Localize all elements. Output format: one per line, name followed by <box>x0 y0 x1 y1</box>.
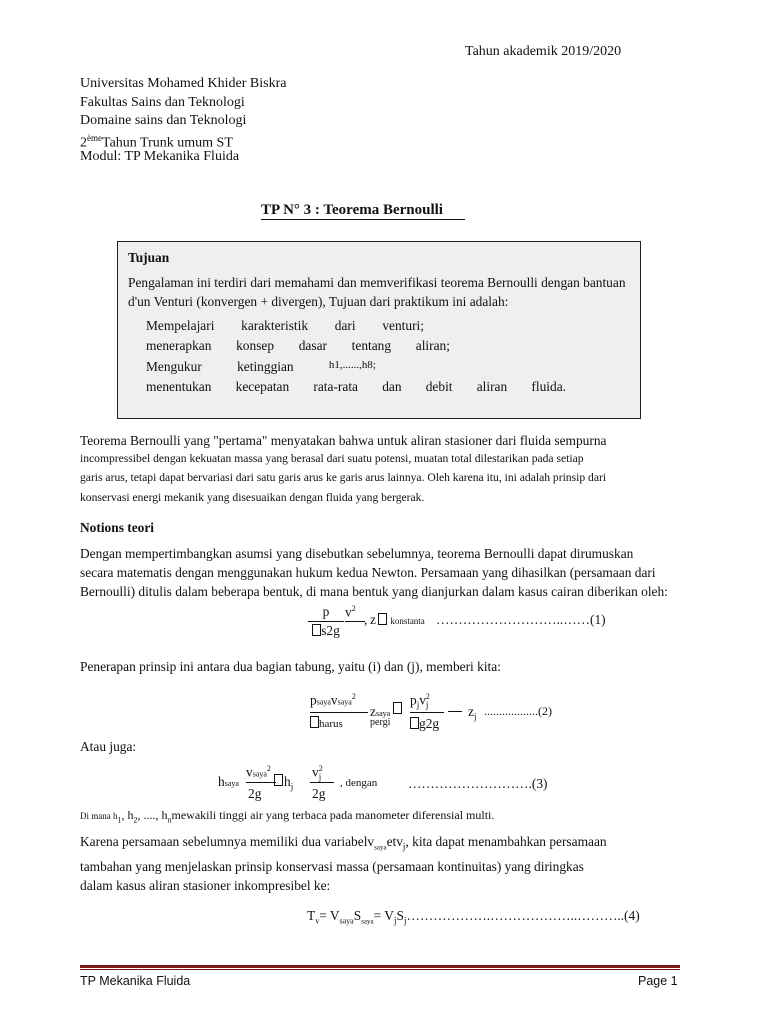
university-name: Universitas Mohamed Khider Biskra <box>80 76 287 91</box>
equation-4: $T_v= V_{saya}S_{saya}=$ $V_jS_j\dots\dots\dots\dots\dots\dots.\dots\dots\dots\dots\dots\dots..\dots\dots\dots..(4)$ <box>307 908 640 926</box>
equation-2: psayavsaya$^2$ harus zsaya pergi $p_jv^2_j$ g2g $z_j$ ..................(2) <box>310 692 552 731</box>
year-line: 2èmeTahun Trunk umum ST <box>80 133 233 151</box>
faculty-name: Fakultas Sains dan Teknologi <box>80 95 245 110</box>
page-title: TP N° 3 : Teorema Bernoulli <box>261 202 465 220</box>
atau-juga: Atau juga: <box>80 739 137 754</box>
equation-1: p s2g $v^2$ , z konstanta ………………………..……(1) <box>308 604 628 644</box>
domain-name: Domaine sains dan Teknologi <box>80 113 247 128</box>
karena-line-2: tambahan yang menjelaskan prinsip konservasi massa (persamaan kontinuitas) yang diringkas <box>80 859 584 874</box>
objective-item-4: menentukan kecepatan rata-rata dan debit aliran fluida. <box>146 379 566 394</box>
intro-line-1: Teorema Bernoulli yang "pertama" menyatakan bahwa untuk aliran stasioner dari fluida sempurna <box>80 433 607 448</box>
objective-box <box>117 241 641 419</box>
intro-line-2: incompressibel dengan kekuatan massa yang berasal dari suatu potensi, muatan total dilestarikan pada setiap <box>80 452 584 465</box>
footer-title: TP Mekanika Fluida <box>80 974 191 988</box>
theory-heading: Notions teori <box>80 520 155 535</box>
karena-line-1: Karena persamaan sebelumnya memiliki dua variabelv$_{saya}$etv$_j$, kita dapat menambahkan persamaan <box>80 834 607 852</box>
theory-line-3: Bernoulli) ditulis dalam beberapa bentuk, di mana bentuk yang dianjurkan dalam kasus cairan diberikan oleh: <box>80 584 668 599</box>
theory-line-2: secara matematis dengan menggunakan hukum kedua Newton. Persamaan yang dihasilkan (persamaan dari <box>80 565 656 580</box>
page-number: Page 1 <box>638 974 678 988</box>
karena-line-3: dalam kasus aliran stasioner inkompresibel ke: <box>80 878 331 893</box>
theory-line-1: Dengan mempertimbangkan asumsi yang disebutkan sebelumnya, teorema Bernoulli dapat dirumuskan <box>80 546 634 561</box>
objective-intro-line2: d'un Venturi (konvergen + divergen), Tujuan dari praktikum ini adalah: <box>128 294 509 309</box>
apply-paragraph: Penerapan prinsip ini antara dua bagian tabung, yaitu (i) dan (j), memberi kita: <box>80 659 501 674</box>
footer-rule <box>80 965 680 968</box>
module-name: Modul: TP Mekanika Fluida <box>80 149 240 164</box>
footer-rule-thin <box>80 969 680 970</box>
objective-intro-line1: Pengalaman ini terdiri dari memahami dan memverifikasi teorema Bernoulli dengan bantuan <box>128 275 626 290</box>
equation-3: hsaya vsaya$^2$ 2g $h_j$ $v^2_j$ 2g , dengan ……………………….(3) <box>218 764 548 801</box>
objective-item-2: menerapkan konsep dasar tentang aliran; <box>146 338 450 353</box>
intro-line-4: konservasi energi mekanik yang disesuaikan dengan fluida yang bergerak. <box>80 491 425 504</box>
objective-item-3: Mengukur ketinggian h1,......,h8; <box>146 359 376 374</box>
dimana-line: Di mana $h_1$, $h_2$, ...., $h_nmewakili$ tinggi air yang terbaca pada manometer diferensial multi. <box>80 808 495 825</box>
objective-item-1: Mempelajari karakteristik dari venturi; <box>146 318 424 333</box>
objective-heading: Tujuan <box>128 250 170 265</box>
intro-line-3: garis arus, tetapi dapat bervariasi dari satu garis arus ke garis arus lainnya. Oleh karena itu, ini adalah prinsip dari <box>80 471 607 484</box>
academic-year: Tahun akademik 2019/2020 <box>465 44 622 59</box>
